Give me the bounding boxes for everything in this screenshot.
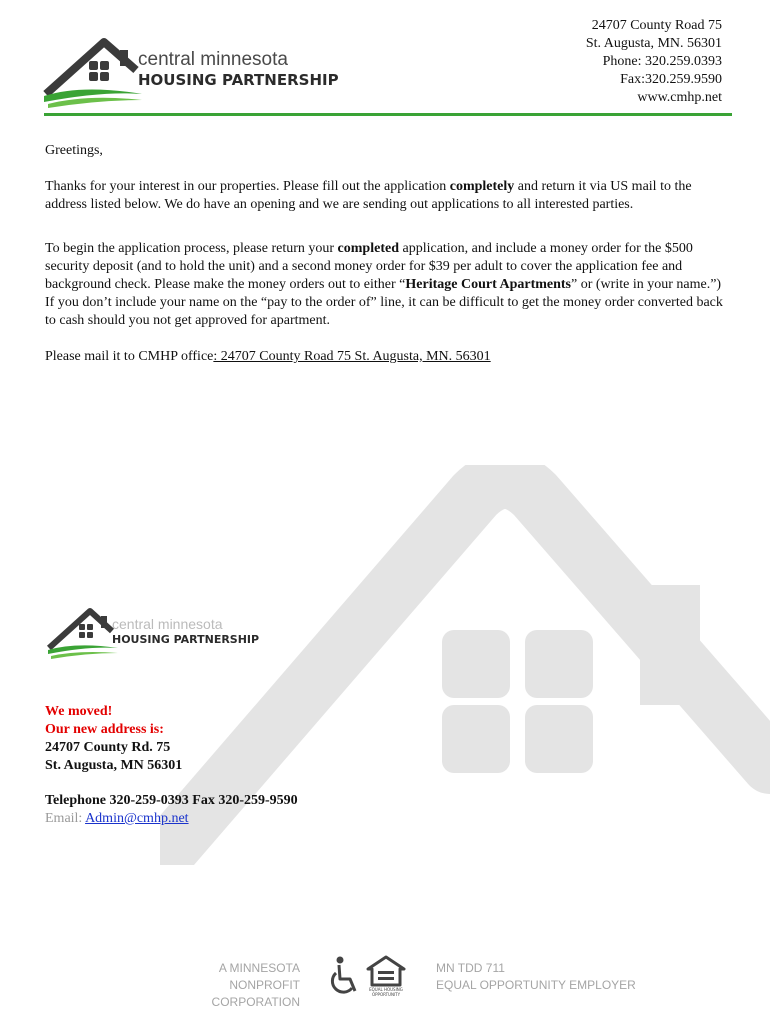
address-block bbox=[586, 17, 722, 107]
mailing-address: : 24707 County Road 75 St. Augusta, MN. 56301 bbox=[213, 349, 491, 364]
header-divider bbox=[44, 113, 732, 116]
new-address-heading: Our new address is: bbox=[45, 722, 164, 737]
telephone-fax: Telephone 320-259-0393 Fax 320-259-9590 bbox=[45, 793, 298, 808]
letter-body bbox=[45, 142, 730, 366]
footer-icons bbox=[328, 955, 412, 997]
address-web[interactable]: www.cmhp.net bbox=[637, 90, 722, 105]
eho-line1: EQUAL HOUSING bbox=[369, 987, 403, 992]
secondary-logo bbox=[46, 606, 276, 664]
equal-housing-opportunity-icon bbox=[368, 957, 404, 997]
moved-heading: We moved! bbox=[45, 704, 113, 719]
logo-line1: central minnesota bbox=[138, 49, 288, 70]
email-link[interactable]: Admin@cmhp.net bbox=[85, 811, 189, 826]
small-logo-line1: central minnesota bbox=[112, 616, 223, 632]
logo-line2: HOUSING PARTNERSHIP bbox=[138, 71, 339, 89]
new-street: 24707 County Rd. 75 bbox=[45, 740, 171, 755]
address-street: 24707 County Road 75 bbox=[591, 18, 722, 33]
address-fax: Fax:320.259.9590 bbox=[620, 72, 722, 87]
footer-right: MN TDD 711 EQUAL OPPORTUNITY EMPLOYER bbox=[436, 961, 636, 992]
wheelchair-accessibility-icon bbox=[332, 957, 355, 993]
house-logo-icon bbox=[44, 42, 142, 108]
small-logo-line2: HOUSING PARTNERSHIP bbox=[112, 633, 260, 646]
address-city: St. Augusta, MN. 56301 bbox=[585, 36, 722, 51]
address-phone: Phone: 320.259.0393 bbox=[602, 54, 722, 69]
moved-notice bbox=[45, 703, 182, 775]
footer-left: A MINNESOTA NONPROFIT CORPORATION bbox=[211, 961, 300, 1009]
paragraph-2: To begin the application process, please return your completed application, and include a money order for the $500 security deposit (and to hold the unit) and a second money order for $39 per adult to cover the application fee and background check. Please make the money orders out to either “Heritage Court Apartments” or (write in your name.”) If you don’t include your name on the “pay to the order of” line, it can be difficult to get the money order converted back to cash should you not get approved for apartment. bbox=[45, 241, 723, 328]
header-logo bbox=[42, 36, 372, 111]
email-line: Email: Admin@cmhp.net bbox=[45, 811, 189, 826]
new-city: St. Augusta, MN 56301 bbox=[45, 758, 183, 773]
paragraph-3: Please mail it to CMHP office: 24707 County Road 75 St. Augusta, MN. 56301 bbox=[45, 349, 491, 364]
eho-line2: OPPORTUNITY bbox=[371, 992, 401, 997]
paragraph-1: Thanks for your interest in our properties. Please fill out the application completely and return it via US mail to the address listed below. We do have an opening and we are sending out applications to all interested parties. bbox=[45, 179, 692, 212]
greeting: Greetings, bbox=[45, 143, 103, 158]
house-logo-icon bbox=[48, 611, 118, 659]
